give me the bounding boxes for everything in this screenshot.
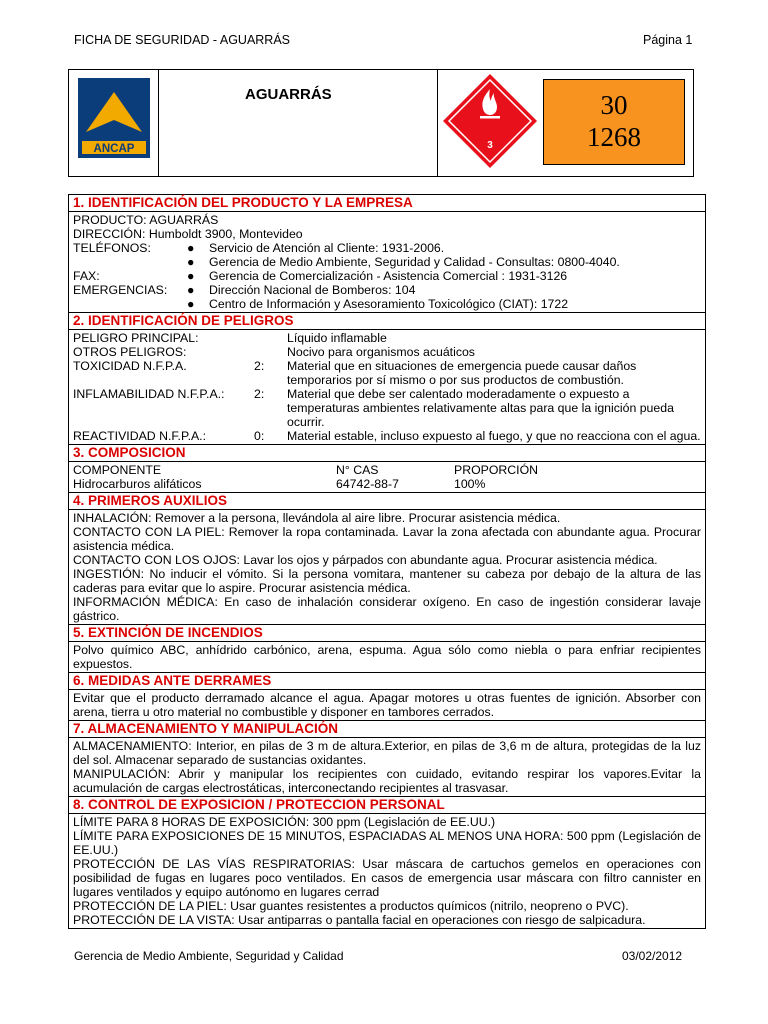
section-3-body [69,461,705,492]
section-6-body: Evitar que el producto derramado alcance el agua. Apagar motores u otras fuentes de ignición. Absorber con arena, tierra u otro material no combustible y disponer en tambores cerrados. [69,689,705,720]
contact-row: FAX: ● Gerencia de Comercialización - Asistencia Comercial : 1931-3126 [73,269,568,283]
contact-row: EMERGENCIAS: ● Dirección Nacional de Bomberos: 104 [73,283,416,297]
section-4-heading: 4. PRIMEROS AUXILIOS [69,492,705,509]
hazard-class-number: 3 [487,140,493,151]
footer-department: Gerencia de Medio Ambiente, Seguridad y Calidad [74,949,344,963]
safety-sheet-table [68,194,706,929]
section-5-heading: 5. EXTINCIÓN DE INCENDIOS [69,624,705,641]
handling-text: MANIPULACIÓN: Abrir y manipular los recipientes con cuidado, evitando respirar los vapores.Evitar la acumulación de cargas electrostáticas, interconectando recipientes al trasvasar. [73,767,701,795]
section-7-body [69,737,705,796]
storage-text: ALMACENAMIENTO: Interior, en pilas de 3 m de altura.Exterior, en pilas de 3,6 m de altura, protegidas de la luz del sol. Almacenar separado de sustancias oxidantes. [73,739,701,767]
section-4-body [69,509,705,624]
contact-row: ● Centro de Información y Asesoramiento Toxicológico (CIAT): 1722 [187,297,569,311]
exposure-item: PROTECCIÓN DE LA PIEL: Usar guantes resistentes a productos químicos (nitrilo, neopreno o PVC). [73,899,629,913]
first-aid-item: INHALACIÓN: Remover a la persona, llevándola al aire libre. Procurar asistencia médica. [73,511,561,525]
first-aid-item: INGESTIÓN: No inducir el vómito. Si la persona vomitara, mantener su cabeza por debajo de la altura de las caderas para evitar que lo aspire. Procurar asistencia médica. [73,567,701,595]
divider [437,70,438,176]
contact-row: TELÉFONOS: ● Servicio de Atención al Cliente: 1931-2006. [73,241,445,255]
composition-row: Hidrocarburos alifáticos 64742-88-7 100% [73,477,486,491]
page-header-title: FICHA DE SEGURIDAD - AGUARRÁS [74,33,291,47]
hazard-row: PELIGRO PRINCIPAL: Líquido inflamable [73,331,387,345]
contact-row: ● Gerencia de Medio Ambiente, Seguridad y Calidad - Consultas: 0800-4040. [187,255,620,269]
section-3-heading: 3. COMPOSICION [69,444,705,461]
hazard-id-number: 30 [600,90,628,120]
bullet-icon: ● [187,269,195,283]
bullet-icon: ● [187,241,195,255]
divider [158,70,159,176]
bullet-icon: ● [187,297,195,311]
logo-text: ANCAP [93,143,135,155]
first-aid-item: INFORMACIÓN MÉDICA: En caso de inhalación considerar oxígeno. En caso de ingestión considerar lavaje gástrico. [73,595,701,623]
header-box [68,69,694,177]
hazard-row: OTROS PELIGROS: Nocivo para organismos acuáticos [73,345,475,359]
hazard-row: INFLAMABILIDAD N.F.P.A.: 2: Material que debe ser calentado moderadamente o expuesto a temperaturas ambientes relativamente altas para que la ignición pueda ocurrir. [73,387,674,429]
exposure-item: LÍMITE PARA EXPOSICIONES DE 15 MINUTOS, ESPACIADAS AL MENOS UNA HORA: 500 ppm (Legislación de EE.UU.) [73,829,701,857]
section-2-body [69,329,705,444]
ancap-logo [78,78,150,158]
section-1-body [69,211,705,312]
flammable-diamond-icon [441,72,539,170]
hazard-panel [543,79,685,165]
bullet-icon: ● [187,255,195,269]
composition-header-row: COMPONENTE N° CAS PROPORCIÓN [73,463,539,477]
footer-date: 03/02/2012 [622,949,683,963]
bullet-icon: ● [187,283,195,297]
hazard-row: REACTIVIDAD N.F.P.A.: 0: Material estable, incluso expuesto al fuego, y que no reacciona con el agua. [73,429,701,443]
exposure-item: LÍMITE PARA 8 HORAS DE EXPOSICIÓN: 300 ppm (Legislación de EE.UU.) [73,815,496,829]
exposure-item: PROTECCIÓN DE LA VISTA: Usar antiparras o pantalla facial en operaciones con riesgo de salpicadura. [73,913,646,927]
address-line: DIRECCIÓN: Humboldt 3900, Montevideo [73,227,303,241]
section-5-body: Polvo químico ABC, anhídrido carbónico, arena, espuma. Agua sólo como niebla o para enfriar recipientes expuestos. [69,641,705,672]
exposure-item: PROTECCIÓN DE LAS VÍAS RESPIRATORIAS: Usar máscara de cartuchos gemelos en operaciones con posibilidad de fugas en lugares poco ventilados. En casos de emergencia usar máscara con filtro cannister en lugares ventilados y equipo autónomo en lugares cerrad [73,857,701,899]
first-aid-item: CONTACTO CON LA PIEL: Remover la ropa contaminada. Lavar la zona afectada con abundante agua. Procurar asistencia médica. [73,525,701,553]
product-line: PRODUCTO: AGUARRÁS [73,213,219,227]
page-number: Página 1 [643,33,693,47]
section-2-heading: 2. IDENTIFICACIÓN DE PELIGROS [69,312,705,329]
first-aid-item: CONTACTO CON LOS OJOS: Lavar los ojos y párpados con abundante agua. Procurar asistencia médica. [73,553,658,567]
product-title: AGUARRÁS [245,86,332,103]
hazard-row: TOXICIDAD N.F.P.A. 2: Material que en situaciones de emergencia puede causar daños temporarios por sí mismo o por sus productos de combustión. [73,359,637,387]
section-1-heading: 1. IDENTIFICACIÓN DEL PRODUCTO Y LA EMPRESA [73,195,413,210]
section-8-body [69,813,705,928]
section-8-heading: 8. CONTROL DE EXPOSICION / PROTECCION PERSONAL [69,796,705,813]
section-7-heading: 7. ALMACENAMIENTO Y MANIPULACIÓN [69,720,705,737]
un-number: 1268 [587,122,641,152]
section-6-heading: 6. MEDIDAS ANTE DERRAMES [69,672,705,689]
